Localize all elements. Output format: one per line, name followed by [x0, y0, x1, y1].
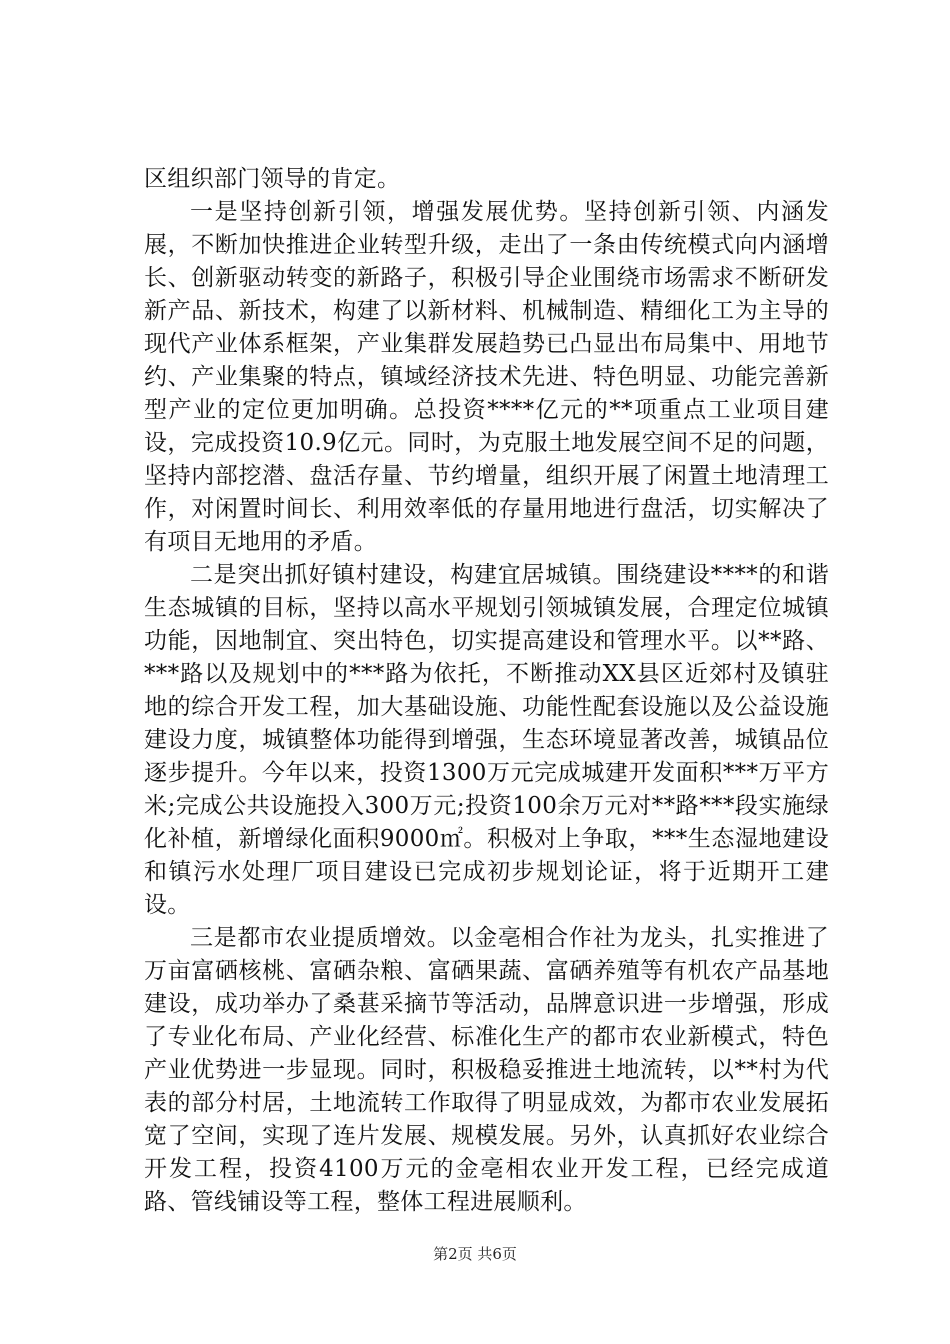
paragraph-continuation: 区组织部门领导的肯定。: [144, 166, 401, 192]
page-footer: [0, 1243, 950, 1264]
paragraph-innovation: 一是坚持创新引领，增强发展优势。坚持创新引领、内涵发展，不断加快推进企业转型升级，走出了一条由传统模式向内涵增长、创新驱动转变的新路子，积极引导企业围绕市场需求不断研发新产品、新技术，构建了以新材料、机械制造、精细化工为主导的现代产业体系框架，产业集群发展趋势已凸显出布局集中、用地节约、产业集聚的特点，镇域经济技术先进、特色明显、功能完善新型产业的定位更加明确。总投资****亿元的**项重点工业项目建设，完成投资10.9亿元。同时，为克服土地发展空间不足的问题，坚持内部挖潜、盘活存量、节约增量，组织开展了闲置土地清理工作，对闲置时间长、利用效率低的存量用地进行盘活，切实解决了有项目无地用的矛盾。: [144, 199, 829, 555]
document-body: [144, 163, 829, 1219]
paragraph-town-construction: 二是突出抓好镇村建设，构建宜居城镇。围绕建设****的和谐生态城镇的目标，坚持以高水平规划引领城镇发展，合理定位城镇功能，因地制宜、突出特色，切实提高建设和管理水平。以**路、***路以及规划中的***路为依托，不断推动XX县区近郊村及镇驻地的综合开发工程，加大基础设施、功能性配套设施以及公益设施建设力度，城镇整体功能得到增强，生态环境显著改善，城镇品位逐步提升。今年以来，投资1300万元完成城建开发面积***万平方米;完成公共设施投入300万元;投资100余万元对**路***段实施绿化补植，新增绿化面积9000㎡。积极对上争取，***生态湿地建设和镇污水处理厂项目建设已完成初步规划论证，将于近期开工建设。: [144, 562, 829, 918]
paragraph-urban-agriculture: 三是都市农业提质增效。以金亳相合作社为龙头，扎实推进了万亩富硒核桃、富硒杂粮、富硒果蔬、富硒养殖等有机农产品基地建设，成功举办了桑葚采摘节等活动，品牌意识进一步增强，形成了专业化布局、产业化经营、标准化生产的都市农业新模式，特色产业优势进一步显现。同时，积极稳妥推进土地流转，以**村为代表的部分村居，土地流转工作取得了明显成效，为都市农业发展拓宽了空间，实现了连片发展、规模发展。另外，认真抓好农业综合开发工程，投资4100万元的金亳相农业开发工程，已经完成道路、管线铺设等工程，整体工程进展顺利。: [144, 925, 829, 1215]
page-number: 第2页 共6页: [433, 1245, 517, 1263]
